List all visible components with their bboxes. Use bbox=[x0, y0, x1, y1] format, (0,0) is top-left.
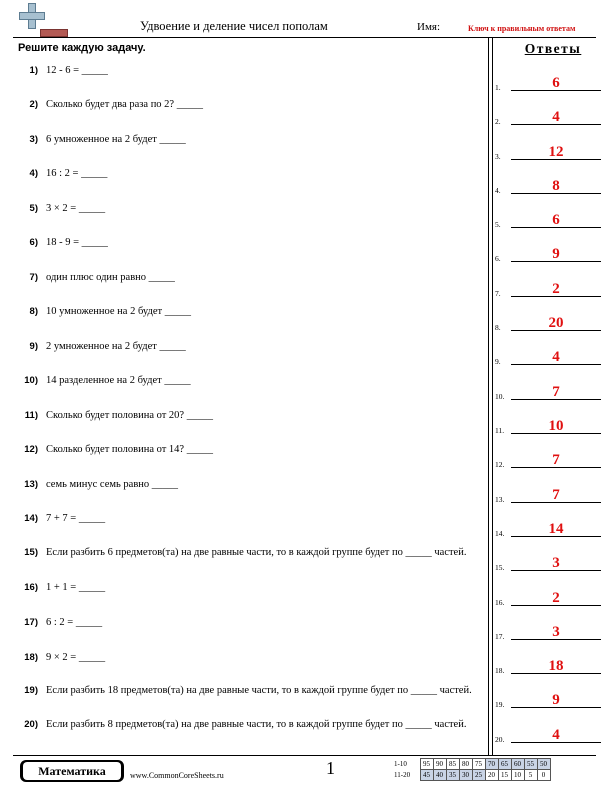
score-cell: 60 bbox=[511, 759, 524, 770]
page-number: 1 bbox=[326, 758, 335, 778]
answer-number: 14. bbox=[495, 529, 505, 538]
answer-value: 4 bbox=[552, 109, 560, 125]
answer-number: 2. bbox=[495, 117, 501, 126]
problem-number: 20) bbox=[24, 719, 38, 730]
problem-text: Если разбить 6 предметов(та) на две равные части, то в каждой группе будет по _____ частей. bbox=[46, 547, 467, 558]
problem-text: 2 умноженное на 2 будет _____ bbox=[46, 341, 186, 352]
score-cell: 20 bbox=[485, 770, 498, 781]
answer-number: 6. bbox=[495, 254, 501, 263]
answer-item bbox=[495, 450, 601, 472]
answer-number: 11. bbox=[495, 426, 505, 435]
header-divider bbox=[13, 37, 596, 38]
problem-text: 1 + 1 = _____ bbox=[46, 582, 106, 593]
answer-value: 8 bbox=[552, 178, 560, 194]
answer-value: 3 bbox=[552, 555, 560, 571]
problem-number: 19) bbox=[24, 685, 38, 696]
problem-number: 18) bbox=[24, 652, 38, 663]
score-cell: 25 bbox=[472, 770, 485, 781]
problem-number: 14) bbox=[24, 513, 38, 524]
problem-text: Сколько будет два раза по 2? _____ bbox=[46, 99, 203, 110]
problem-text: Сколько будет половина от 20? _____ bbox=[46, 410, 213, 421]
problem-number: 17) bbox=[24, 617, 38, 628]
score-cell: 45 bbox=[420, 770, 433, 781]
answer-value: 7 bbox=[552, 452, 560, 468]
answer-number: 15. bbox=[495, 563, 505, 572]
column-divider bbox=[488, 37, 489, 755]
score-cell: 90 bbox=[433, 759, 446, 770]
problem-number: 7) bbox=[29, 272, 38, 283]
problem-number: 5) bbox=[29, 203, 38, 214]
score-cell: 35 bbox=[446, 770, 459, 781]
answer-item bbox=[495, 142, 601, 164]
problem-number: 4) bbox=[29, 168, 38, 179]
answer-value: 10 bbox=[548, 418, 564, 434]
score-cell: 30 bbox=[459, 770, 472, 781]
brand-label: Математика bbox=[23, 762, 121, 780]
instructions: Решите каждую задачу. bbox=[18, 42, 146, 54]
score-cell: 75 bbox=[472, 759, 485, 770]
score-cell: 10 bbox=[511, 770, 524, 781]
answer-number: 16. bbox=[495, 598, 505, 607]
answer-item bbox=[495, 519, 601, 541]
score-cell: 55 bbox=[524, 759, 537, 770]
answer-number: 12. bbox=[495, 460, 505, 469]
site-url: www.CommonCoreSheets.ru bbox=[130, 771, 224, 780]
answer-value: 4 bbox=[552, 727, 560, 743]
answer-number: 5. bbox=[495, 220, 501, 229]
problem-text: 6 умноженное на 2 будет _____ bbox=[46, 134, 186, 145]
answer-value: 3 bbox=[552, 624, 560, 640]
problem-number: 3) bbox=[29, 134, 38, 145]
problem-text: Если разбить 18 предметов(та) на две равные части, то в каждой группе будет по _____ частей. bbox=[46, 685, 472, 696]
problem-number: 8) bbox=[29, 306, 38, 317]
answer-value: 7 bbox=[552, 487, 560, 503]
answer-item bbox=[495, 244, 601, 266]
score-table bbox=[394, 758, 551, 781]
answer-value: 12 bbox=[548, 144, 564, 160]
score-cell: 95 bbox=[420, 759, 433, 770]
problem-text: 10 умноженное на 2 будет _____ bbox=[46, 306, 191, 317]
answer-item bbox=[495, 210, 601, 232]
problem-text: Сколько будет половина от 14? _____ bbox=[46, 444, 213, 455]
problem-text: 9 × 2 = _____ bbox=[46, 652, 106, 663]
answer-value: 2 bbox=[552, 281, 560, 297]
problem-number: 9) bbox=[29, 341, 38, 352]
answer-item bbox=[495, 416, 601, 438]
score-cell: 5 bbox=[524, 770, 537, 781]
score-cell: 40 bbox=[433, 770, 446, 781]
answer-value: 6 bbox=[552, 75, 560, 91]
answer-value: 4 bbox=[552, 349, 560, 365]
answer-item bbox=[495, 588, 601, 610]
answer-number: 13. bbox=[495, 495, 505, 504]
answer-value: 9 bbox=[552, 692, 560, 708]
worksheet-title: Удвоение и деление чисел пополам bbox=[140, 19, 328, 33]
name-label: Имя: bbox=[417, 21, 441, 33]
score-cell: 0 bbox=[537, 770, 550, 781]
problem-text: семь минус семь равно _____ bbox=[46, 479, 179, 490]
answer-value: 9 bbox=[552, 246, 560, 262]
answers-title: Ответы bbox=[524, 41, 582, 56]
score-row-label: 1-10 bbox=[394, 760, 407, 768]
problem-number: 12) bbox=[24, 444, 38, 455]
problem-number: 15) bbox=[24, 547, 38, 558]
answer-value: 14 bbox=[548, 521, 564, 537]
answer-value: 7 bbox=[552, 384, 560, 400]
column-divider bbox=[492, 37, 493, 755]
answer-number: 20. bbox=[495, 735, 505, 744]
problem-number: 10) bbox=[24, 375, 38, 386]
answer-item bbox=[495, 382, 601, 404]
problem-number: 16) bbox=[24, 582, 38, 593]
problem-text: 18 - 9 = _____ bbox=[46, 237, 108, 248]
score-row bbox=[394, 770, 550, 781]
problem-number: 6) bbox=[29, 237, 38, 248]
answer-value: 18 bbox=[548, 658, 564, 674]
score-cell: 80 bbox=[459, 759, 472, 770]
answer-number: 19. bbox=[495, 700, 505, 709]
problem-text: один плюс один равно _____ bbox=[46, 272, 175, 283]
score-row bbox=[394, 759, 550, 770]
problem-text: 14 разделенное на 2 будет _____ bbox=[46, 375, 191, 386]
problem-number: 2) bbox=[29, 99, 38, 110]
math-logo-icon bbox=[16, 3, 70, 37]
answer-value: 6 bbox=[552, 212, 560, 228]
answer-item bbox=[495, 347, 601, 369]
problem-text: Если разбить 8 предметов(та) на две равные части, то в каждой группе будет по _____ частей. bbox=[46, 719, 467, 730]
answer-item bbox=[495, 656, 601, 678]
answer-number: 7. bbox=[495, 289, 501, 298]
answer-item bbox=[495, 725, 601, 747]
problem-number: 13) bbox=[24, 479, 38, 490]
answer-item bbox=[495, 553, 601, 575]
answer-item bbox=[495, 313, 601, 335]
answer-key-label: Ключ к правильным ответам bbox=[468, 24, 576, 33]
problem-text: 16 : 2 = _____ bbox=[46, 168, 108, 179]
score-cell: 85 bbox=[446, 759, 459, 770]
answer-number: 10. bbox=[495, 392, 505, 401]
score-cell: 50 bbox=[537, 759, 550, 770]
problem-text: 12 - 6 = _____ bbox=[46, 65, 108, 76]
answer-item bbox=[495, 73, 601, 95]
answer-number: 18. bbox=[495, 666, 505, 675]
answer-number: 8. bbox=[495, 323, 501, 332]
score-cell: 65 bbox=[498, 759, 511, 770]
problem-text: 6 : 2 = _____ bbox=[46, 617, 103, 628]
answer-item bbox=[495, 176, 601, 198]
problem-text: 7 + 7 = _____ bbox=[46, 513, 106, 524]
answer-number: 4. bbox=[495, 186, 501, 195]
score-cell: 70 bbox=[485, 759, 498, 770]
problem-text: 3 × 2 = _____ bbox=[46, 203, 106, 214]
answer-value: 20 bbox=[548, 315, 564, 331]
answer-item bbox=[495, 279, 601, 301]
answer-item bbox=[495, 622, 601, 644]
answer-number: 1. bbox=[495, 83, 501, 92]
brand-badge bbox=[20, 760, 124, 782]
answer-number: 17. bbox=[495, 632, 505, 641]
answer-value: 2 bbox=[552, 590, 560, 606]
problem-number: 11) bbox=[24, 410, 38, 421]
problem-number: 1) bbox=[29, 65, 38, 76]
answer-number: 3. bbox=[495, 152, 501, 161]
score-cell: 15 bbox=[498, 770, 511, 781]
answer-item bbox=[495, 107, 601, 129]
answer-item bbox=[495, 485, 601, 507]
footer-divider bbox=[13, 755, 596, 756]
score-row-label: 11-20 bbox=[394, 771, 411, 779]
answer-item bbox=[495, 690, 601, 712]
answer-number: 9. bbox=[495, 357, 501, 366]
